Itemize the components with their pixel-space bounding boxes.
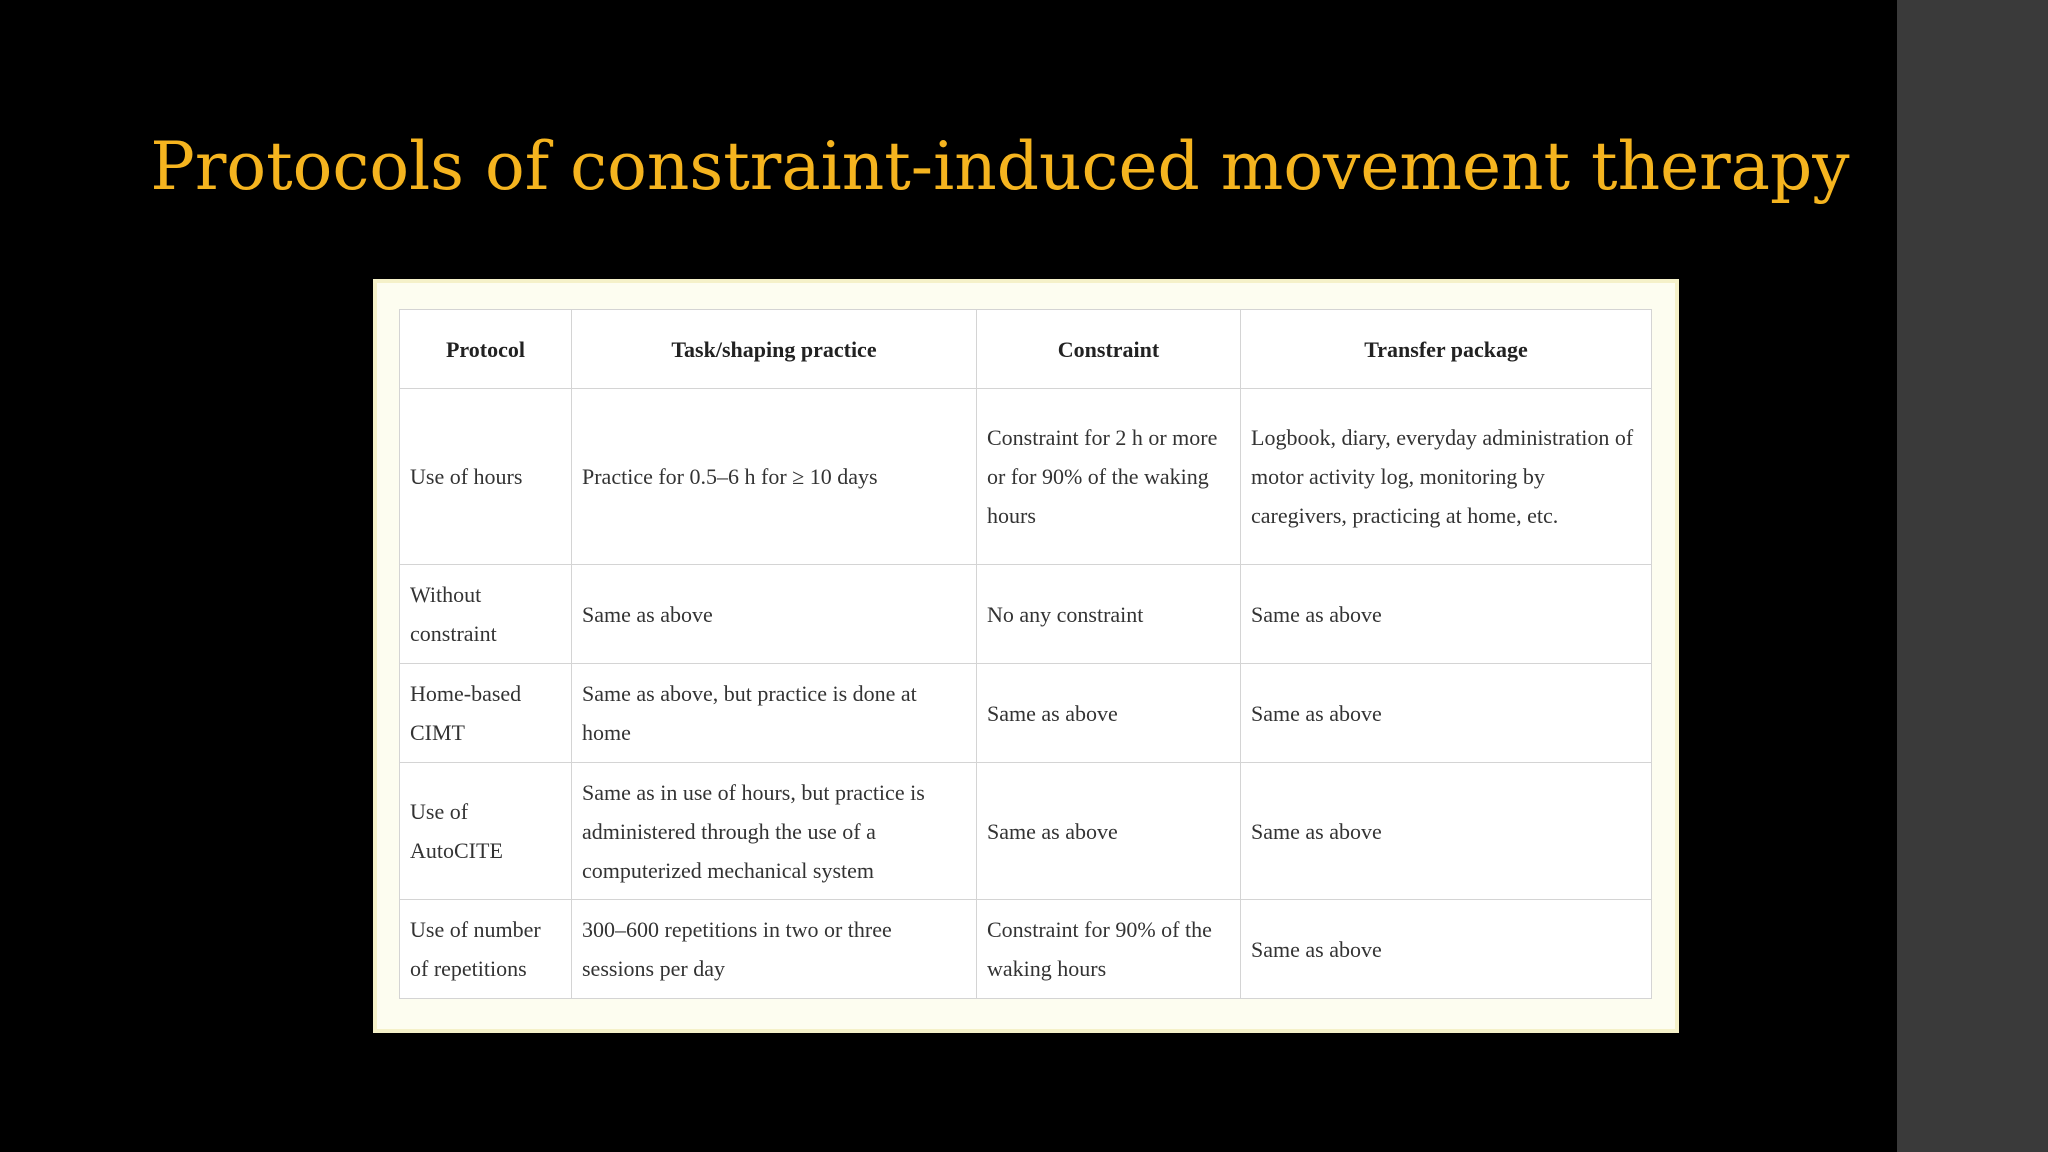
table-row	[400, 664, 1652, 763]
cell-constraint: No any constraint	[977, 565, 1241, 664]
cell-protocol: Use of hours	[400, 389, 572, 565]
protocols-table	[399, 309, 1652, 999]
cell-task-shaping-practice: Practice for 0.5–6 h for ≥ 10 days	[572, 389, 977, 565]
cell-task-shaping-practice: 300–600 repetitions in two or three sessions per day	[572, 900, 977, 999]
header-task-shaping-practice: Task/shaping practice	[572, 310, 977, 389]
table-row	[400, 565, 1652, 664]
cell-task-shaping-practice: Same as above, but practice is done at home	[572, 664, 977, 763]
table-row	[400, 389, 1652, 565]
cell-task-shaping-practice: Same as above	[572, 565, 977, 664]
table-header-row	[400, 310, 1652, 389]
cell-protocol: Use of number of repetitions	[400, 900, 572, 999]
cell-constraint: Constraint for 90% of the waking hours	[977, 900, 1241, 999]
cell-protocol: Home-based CIMT	[400, 664, 572, 763]
cell-transfer-package: Same as above	[1241, 900, 1652, 999]
cell-protocol: Without constraint	[400, 565, 572, 664]
cell-transfer-package: Same as above	[1241, 664, 1652, 763]
header-transfer-package: Transfer package	[1241, 310, 1652, 389]
table-row	[400, 763, 1652, 900]
cell-constraint: Same as above	[977, 763, 1241, 900]
cell-task-shaping-practice: Same as in use of hours, but practice is administered through the use of a computerized mechanical system	[572, 763, 977, 900]
table-container	[399, 309, 1651, 999]
cell-transfer-package: Same as above	[1241, 763, 1652, 900]
table-row	[400, 900, 1652, 999]
table-image-frame	[373, 279, 1679, 1033]
header-constraint: Constraint	[977, 310, 1241, 389]
header-protocol: Protocol	[400, 310, 572, 389]
slide-title: Protocols of constraint-induced movement therapy	[150, 128, 1850, 205]
cell-protocol: Use of AutoCITE	[400, 763, 572, 900]
side-panel	[1897, 0, 2048, 1152]
cell-transfer-package: Logbook, diary, everyday administration of motor activity log, monitoring by caregivers, practicing at home, etc.	[1241, 389, 1652, 565]
cell-transfer-package: Same as above	[1241, 565, 1652, 664]
cell-constraint: Constraint for 2 h or more or for 90% of the waking hours	[977, 389, 1241, 565]
cell-constraint: Same as above	[977, 664, 1241, 763]
